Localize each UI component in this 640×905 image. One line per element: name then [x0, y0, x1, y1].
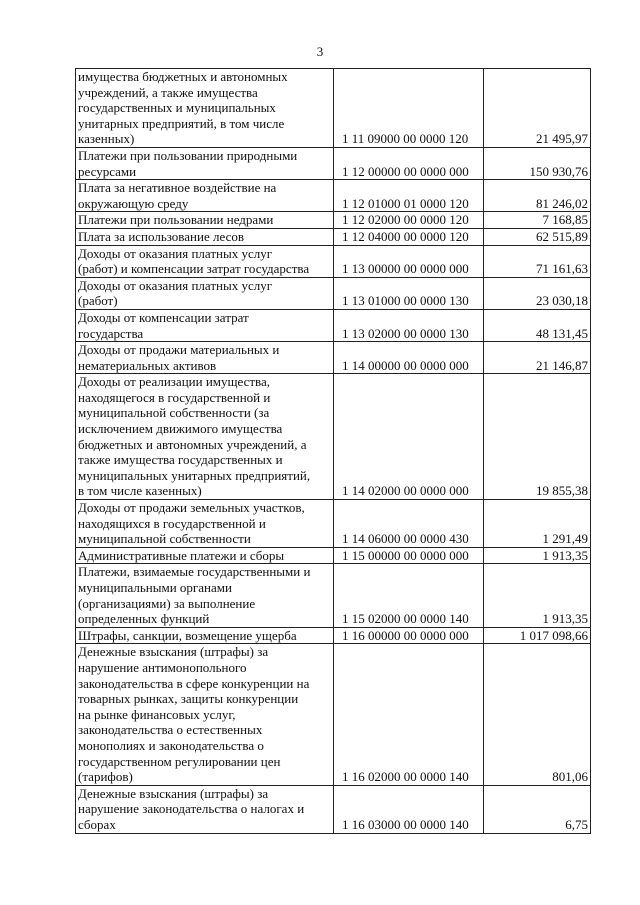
- budget-code-cell: 1 12 01000 01 0000 120: [334, 180, 484, 212]
- budget-code-cell: 1 15 02000 00 0000 140: [334, 564, 484, 627]
- amount-cell: 1 913,35: [484, 564, 591, 627]
- revenue-table: [75, 68, 591, 834]
- table-row: [76, 564, 591, 627]
- amount-cell: 1 017 098,66: [484, 627, 591, 644]
- income-name-cell: Платежи при пользовании природными ресурсами: [76, 147, 334, 179]
- income-name-cell: Доходы от оказания платных услуг (работ) и компенсации затрат государства: [76, 245, 334, 277]
- budget-code-cell: 1 11 09000 00 0000 120: [334, 69, 484, 148]
- income-name-cell: Доходы от продажи материальных и нематериальных активов: [76, 342, 334, 374]
- income-name-cell: Денежные взыскания (штрафы) за нарушение законодательства о налогах и сборах: [76, 785, 334, 833]
- amount-cell: 7 168,85: [484, 212, 591, 229]
- budget-code-cell: 1 12 00000 00 0000 000: [334, 147, 484, 179]
- table-row: [76, 180, 591, 212]
- budget-code-cell: 1 14 02000 00 0000 000: [334, 374, 484, 500]
- table-row: [76, 644, 591, 785]
- budget-code-cell: 1 16 02000 00 0000 140: [334, 644, 484, 785]
- table-row: [76, 228, 591, 245]
- income-name-cell: Денежные взыскания (штрафы) за нарушение антимонопольного законодательства в сфере конкуренции на товарных рынках, защиты конкуренции на рынке финансовых услуг, законодательства о естественных монополиях и законодательства о государственном регулировании цен (тарифов): [76, 644, 334, 785]
- income-name-cell: Штрафы, санкции, возмещение ущерба: [76, 627, 334, 644]
- amount-cell: 1 291,49: [484, 500, 591, 548]
- page-number: 3: [316, 44, 324, 59]
- table-row: [76, 785, 591, 833]
- budget-code-cell: 1 13 00000 00 0000 000: [334, 245, 484, 277]
- budget-code-cell: 1 13 02000 00 0000 130: [334, 309, 484, 341]
- budget-code-cell: 1 15 00000 00 0000 000: [334, 547, 484, 564]
- table-row: [76, 69, 591, 148]
- table-row: [76, 500, 591, 548]
- income-name-cell: Плата за использование лесов: [76, 228, 334, 245]
- amount-cell: 81 246,02: [484, 180, 591, 212]
- income-name-cell: Плата за негативное воздействие на окружающую среду: [76, 180, 334, 212]
- amount-cell: 1 913,35: [484, 547, 591, 564]
- income-name-cell: Доходы от реализации имущества, находящегося в государственной и муниципальной собственности (за исключением движимого имущества бюджетных и автономных учреждений, а также имущества государственных и муниципальных унитарных предприятий, в том числе казенных): [76, 374, 334, 500]
- income-name-cell: Доходы от оказания платных услуг (работ): [76, 277, 334, 309]
- table-row: [76, 212, 591, 229]
- budget-code-cell: 1 14 00000 00 0000 000: [334, 342, 484, 374]
- budget-code-cell: 1 12 02000 00 0000 120: [334, 212, 484, 229]
- budget-code-cell: 1 13 01000 00 0000 130: [334, 277, 484, 309]
- amount-cell: 21 146,87: [484, 342, 591, 374]
- table-row: [76, 547, 591, 564]
- income-name-cell: Платежи при пользовании недрами: [76, 212, 334, 229]
- amount-cell: 23 030,18: [484, 277, 591, 309]
- income-name-cell: Административные платежи и сборы: [76, 547, 334, 564]
- budget-code-cell: 1 12 04000 00 0000 120: [334, 228, 484, 245]
- budget-code-cell: 1 16 03000 00 0000 140: [334, 785, 484, 833]
- amount-cell: 21 495,97: [484, 69, 591, 148]
- income-name-cell: Платежи, взимаемые государственными и муниципальными органами (организациями) за выполнение определенных функций: [76, 564, 334, 627]
- budget-code-cell: 1 16 00000 00 0000 000: [334, 627, 484, 644]
- amount-cell: 71 161,63: [484, 245, 591, 277]
- amount-cell: 19 855,38: [484, 374, 591, 500]
- revenue-table-body: [76, 69, 591, 834]
- table-row: [76, 309, 591, 341]
- income-name-cell: Доходы от продажи земельных участков, находящихся в государственной и муниципальной собственности: [76, 500, 334, 548]
- table-row: [76, 147, 591, 179]
- table-row: [76, 342, 591, 374]
- amount-cell: 62 515,89: [484, 228, 591, 245]
- table-row: [76, 374, 591, 500]
- amount-cell: 6,75: [484, 785, 591, 833]
- budget-code-cell: 1 14 06000 00 0000 430: [334, 500, 484, 548]
- amount-cell: 150 930,76: [484, 147, 591, 179]
- table-row: [76, 627, 591, 644]
- amount-cell: 48 131,45: [484, 309, 591, 341]
- amount-cell: 801,06: [484, 644, 591, 785]
- table-row: [76, 277, 591, 309]
- income-name-cell: Доходы от компенсации затрат государства: [76, 309, 334, 341]
- table-row: [76, 245, 591, 277]
- income-name-cell: имущества бюджетных и автономных учреждений, а также имущества государственных и муниципальных унитарных предприятий, в том числе казенных): [76, 69, 334, 148]
